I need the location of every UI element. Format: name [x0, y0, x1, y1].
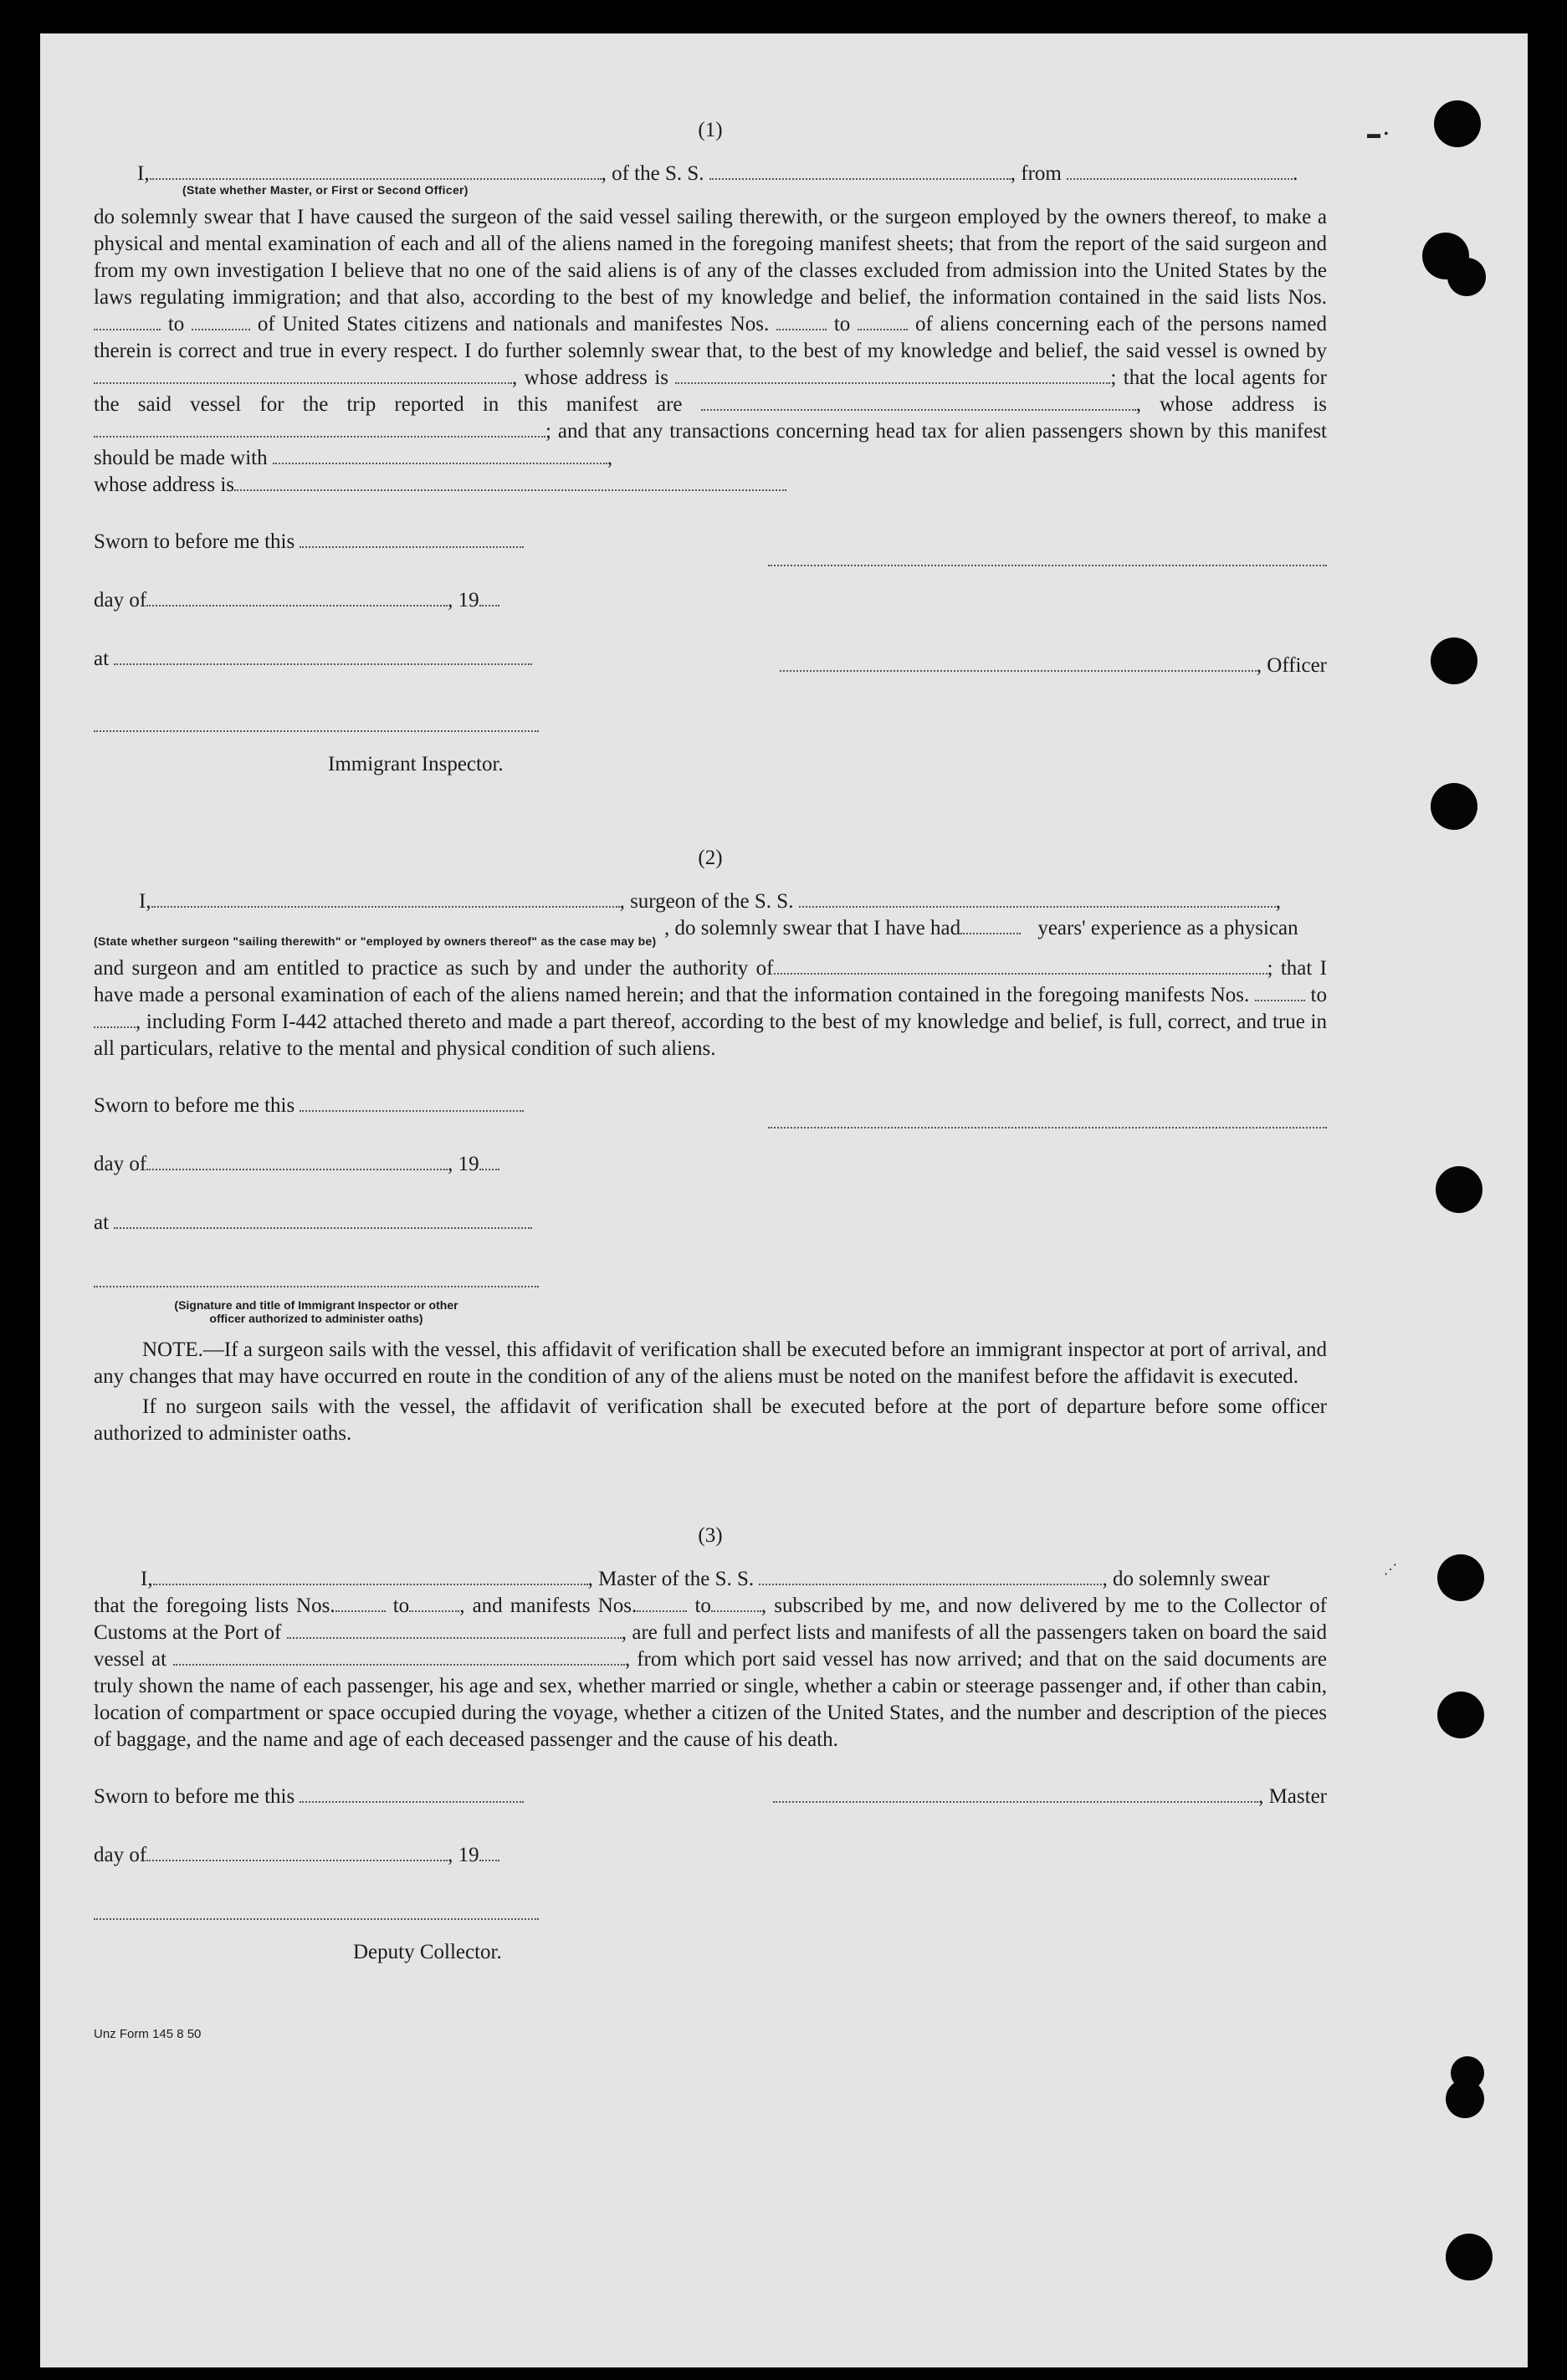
body-text: , including Form I-442 attached thereto and made a part thereof, according to the best of my knowledge and belief, is full, correct, and true in all particulars, relative to the mental and physical condition of such aliens.	[94, 1011, 1327, 1060]
day-of-label: day of	[94, 589, 147, 612]
manifests-from-field[interactable]	[637, 1607, 687, 1612]
sworn-label: Sworn to before me this	[94, 530, 295, 553]
body-text: , are full and perfect lists and manifests of all the passengers taken on board the said vessel at	[94, 1621, 1328, 1671]
collector-signature-field[interactable]	[94, 1915, 539, 1920]
surgeon-signature-field[interactable]	[768, 1123, 1327, 1129]
year-label: , 19	[448, 1153, 479, 1175]
body-text: ; and that any transactions concerning head tax for alien passengers shown by this manifest should be made with	[94, 420, 1327, 469]
authority-field[interactable]	[774, 970, 1267, 975]
at-label: at	[94, 1211, 110, 1234]
section-2-at-row	[94, 1210, 1327, 1268]
text-i: I,	[141, 1568, 153, 1590]
ship-name-field[interactable]	[709, 175, 1011, 180]
owner-field[interactable]	[94, 379, 512, 384]
embark-port-field[interactable]	[173, 1661, 625, 1666]
at-label: at	[94, 647, 110, 670]
section-3-line1	[94, 1566, 1327, 1593]
body-text: ; that I have made a personal examination of each of the aliens named herein; and that the information contained in the foregoing manifests Nos.	[94, 957, 1328, 1006]
head-tax-contact-field[interactable]	[273, 459, 607, 464]
from-port-field[interactable]	[1067, 175, 1293, 180]
text-to: to	[694, 1594, 711, 1617]
day-field[interactable]	[146, 1856, 448, 1861]
owner-address-field[interactable]	[675, 379, 1110, 384]
punch-hole	[1451, 2056, 1484, 2090]
section-2-line1: I, , surgeon of the S. S. ,	[139, 890, 1281, 913]
section-1-caption: (State whether Master, or First or Second Officer)	[182, 183, 469, 197]
lists-to-field[interactable]	[409, 1607, 459, 1612]
section-2-day-row	[94, 1151, 1327, 1210]
at-field[interactable]	[114, 660, 532, 665]
year-field[interactable]	[479, 601, 499, 607]
punch-hole	[1447, 258, 1486, 296]
caption-line: (Signature and title of Immigrant Inspector or other	[174, 1298, 458, 1312]
text-to: to	[167, 313, 185, 335]
officer-signature-field[interactable]	[768, 561, 1327, 566]
inspector-signature-field[interactable]	[94, 1282, 539, 1287]
ship-name-field[interactable]	[799, 903, 1276, 908]
manifests-to-field[interactable]	[94, 1023, 136, 1028]
section-3-number: (3)	[698, 1524, 723, 1547]
text-master-of: , Master of the S. S.	[587, 1568, 755, 1590]
section-2-body	[94, 955, 1327, 1062]
body-text: whose address is	[94, 473, 235, 496]
day-field[interactable]	[146, 601, 448, 607]
note-1: NOTE.—If a surgeon sails with the vessel, this affidavit of verification shall be executed before an immigrant inspector at port of arrival, and any changes that may have occurred en route in the condition of any of the aliens must be noted on the manifest before the affidavit is executed.	[94, 1338, 1327, 1388]
day-of-label: day of	[94, 1844, 147, 1866]
punch-hole	[1437, 1554, 1484, 1601]
year-label: , 19	[448, 1844, 479, 1866]
day-of-label: day of	[94, 1153, 147, 1175]
section-3-body	[94, 1593, 1327, 1753]
at-field[interactable]	[114, 1224, 532, 1229]
text-surgeon-of: , surgeon of the S. S.	[619, 890, 794, 913]
sworn-label: Sworn to before me this	[94, 1094, 295, 1117]
body-text: and surgeon and am entitled to practice as such by and under the authority of	[94, 957, 774, 980]
section-1-line1: I, , of the S. S. , from .	[137, 162, 1298, 185]
inspector-signature-field[interactable]	[94, 727, 539, 732]
section-1-day-row	[94, 587, 1327, 646]
body-text: ; that the local agents for the said vessel for the trip reported in this manifest are	[94, 366, 1328, 416]
sworn-date-field[interactable]	[300, 1107, 524, 1112]
punch-hole	[1436, 1166, 1483, 1213]
manifests-to-field[interactable]	[711, 1607, 761, 1612]
section-2-sworn-row	[94, 1093, 1327, 1151]
body-text: of aliens concerning each of the persons named therein is correct and true in every respect. I do further solemnly swear that, to the best of my knowledge and belief, the said vessel is owned by	[94, 313, 1327, 362]
lists-from-field[interactable]	[94, 325, 161, 330]
section-1-whose-address	[94, 472, 1327, 499]
signature-caption	[94, 1298, 539, 1325]
manifests-from-field[interactable]	[1255, 996, 1305, 1001]
deputy-label: Deputy Collector.	[353, 1941, 502, 1963]
body-text: do solemnly swear that I have caused the surgeon of the said vessel sailing therewith, or the surgeon employed by the owners thereof, to make a physical and mental examination of each and all of the aliens named in the foregoing manifest sheets; that from the report of the said surgeon and from my own investigation I believe that no one of the said aliens is of any of the classes excluded from admission into the United States by the laws regulating immigration; and that also, according to the best of my knowledge and belief, the information contained in the said lists Nos.	[94, 206, 1327, 309]
officer-name-field[interactable]	[150, 175, 602, 180]
year-field[interactable]	[479, 1165, 499, 1170]
officer-label: , Officer	[1256, 654, 1327, 677]
manifests-from-field[interactable]	[776, 325, 827, 330]
agents-field[interactable]	[701, 406, 1136, 411]
section-1-at-row	[94, 646, 1327, 704]
body-text: , whose address is	[1135, 393, 1328, 416]
body-text: , from which port said vessel has now arrived; and that on the said documents are truly shown the name of each passenger, his age and sex, whether married or single, whether a cabin or steerage passenger and, if other than cabin, location of compartment or space occupied during the voyage, whether a citizen of the United States, and the number and description of the pieces of baggage, and the name and age of each deceased passenger and the cause of his death.	[94, 1648, 1327, 1751]
text-to: to	[1310, 984, 1327, 1006]
body-text: of United States citizens and nationals and manifestes Nos.	[257, 313, 770, 335]
head-tax-address-field[interactable]	[234, 486, 786, 491]
punch-hole	[1446, 2234, 1493, 2280]
section-2-caption: (State whether surgeon "sailing therewith" or "employed by owners thereof" as the case may be)	[94, 934, 657, 948]
day-field[interactable]	[146, 1165, 448, 1170]
text-i: I,	[139, 890, 151, 913]
body-text: , and manifests Nos.	[459, 1594, 638, 1617]
ship-name-field[interactable]	[759, 1580, 1102, 1585]
year-field[interactable]	[479, 1856, 499, 1861]
text-of-ss: , of the S. S.	[601, 162, 704, 185]
agents-address-field[interactable]	[94, 432, 545, 438]
body-text: that the foregoing lists Nos.	[94, 1594, 335, 1617]
lists-to-field[interactable]	[192, 325, 250, 330]
punch-hole	[1434, 100, 1481, 147]
section-1-sworn-row	[94, 529, 1327, 587]
year-label: , 19	[448, 589, 479, 612]
caption-line: officer authorized to administer oaths)	[209, 1312, 423, 1325]
form-content	[94, 117, 1327, 2048]
body-text: years' experience as a physican	[1037, 917, 1298, 939]
ink-speck: ▬ •	[1367, 127, 1389, 141]
section-1-number: (1)	[698, 119, 723, 141]
section-1-body: do solemnly swear that I have caused the surgeon of the said vessel sailing therewith, or the surgeon employed by the owners thereof, to make a physical and mental examination of each and all of the aliens named in the foregoing manifest sheets; that from the report of the said surgeon and from my own investigation I believe that no one of the said aliens is of any of the classes excluded from admission into the United States by the laws regulating immigration; and that also, according to the best of my knowledge and belief, the information contained in the said lists Nos. to of United States citizens and nationals and manifestes Nos. to of aliens concerning each of the persons named therein is correct and true in every respect. I do further solemnly swear that, to the best of my knowledge and belief, the said vessel is owned by , whose address is ; that the local agents for the said vessel for the trip reported in this manifest are , whose address is ; and that any transactions concerning head tax for alien passengers shown by this manifest should be made with ,	[94, 206, 1328, 469]
note-2: If no surgeon sails with the vessel, the affidavit of verification shall be executed before at the port of departure before some officer authorized to administer oaths.	[94, 1395, 1327, 1445]
punch-hole	[1437, 1692, 1484, 1738]
form-number: Unz Form 145 8 50	[94, 2027, 202, 2041]
manifests-to-field[interactable]	[858, 325, 908, 330]
punch-hole	[1431, 637, 1477, 684]
section-3-sworn-row	[94, 1784, 1327, 1842]
body-text: , whose address is	[512, 366, 668, 389]
text-i: I,	[137, 162, 150, 185]
sworn-date-field[interactable]	[300, 1798, 524, 1803]
years-field[interactable]	[960, 929, 1021, 934]
text-from: , from	[1010, 162, 1062, 185]
body-text: , subscribed by me, and now delivered by me to the Collector of Customs at the Port of	[94, 1594, 1328, 1644]
sworn-label: Sworn to before me this	[94, 1785, 295, 1808]
text-to: to	[392, 1594, 410, 1617]
surgeon-name-field[interactable]	[151, 903, 620, 908]
text-to: to	[833, 313, 851, 335]
ink-speck: ⋰	[1384, 1563, 1397, 1577]
lists-from-field[interactable]	[335, 1607, 386, 1612]
body-text: , do solemnly swear	[1102, 1568, 1270, 1590]
sworn-date-field[interactable]	[300, 543, 524, 548]
master-signature-field[interactable]	[773, 1798, 1258, 1803]
port-field[interactable]	[287, 1634, 622, 1639]
inspector-label: Immigrant Inspector.	[328, 753, 504, 775]
section-2-number: (2)	[698, 847, 723, 869]
form-sheet	[40, 33, 1528, 2367]
officer-title-field[interactable]	[780, 667, 1257, 672]
master-name-field[interactable]	[153, 1580, 588, 1585]
master-label: , Master	[1258, 1785, 1327, 1808]
body-text: , do solemnly swear that I have had	[664, 917, 961, 939]
punch-hole	[1431, 783, 1477, 830]
section-3-day-row	[94, 1842, 1327, 1901]
